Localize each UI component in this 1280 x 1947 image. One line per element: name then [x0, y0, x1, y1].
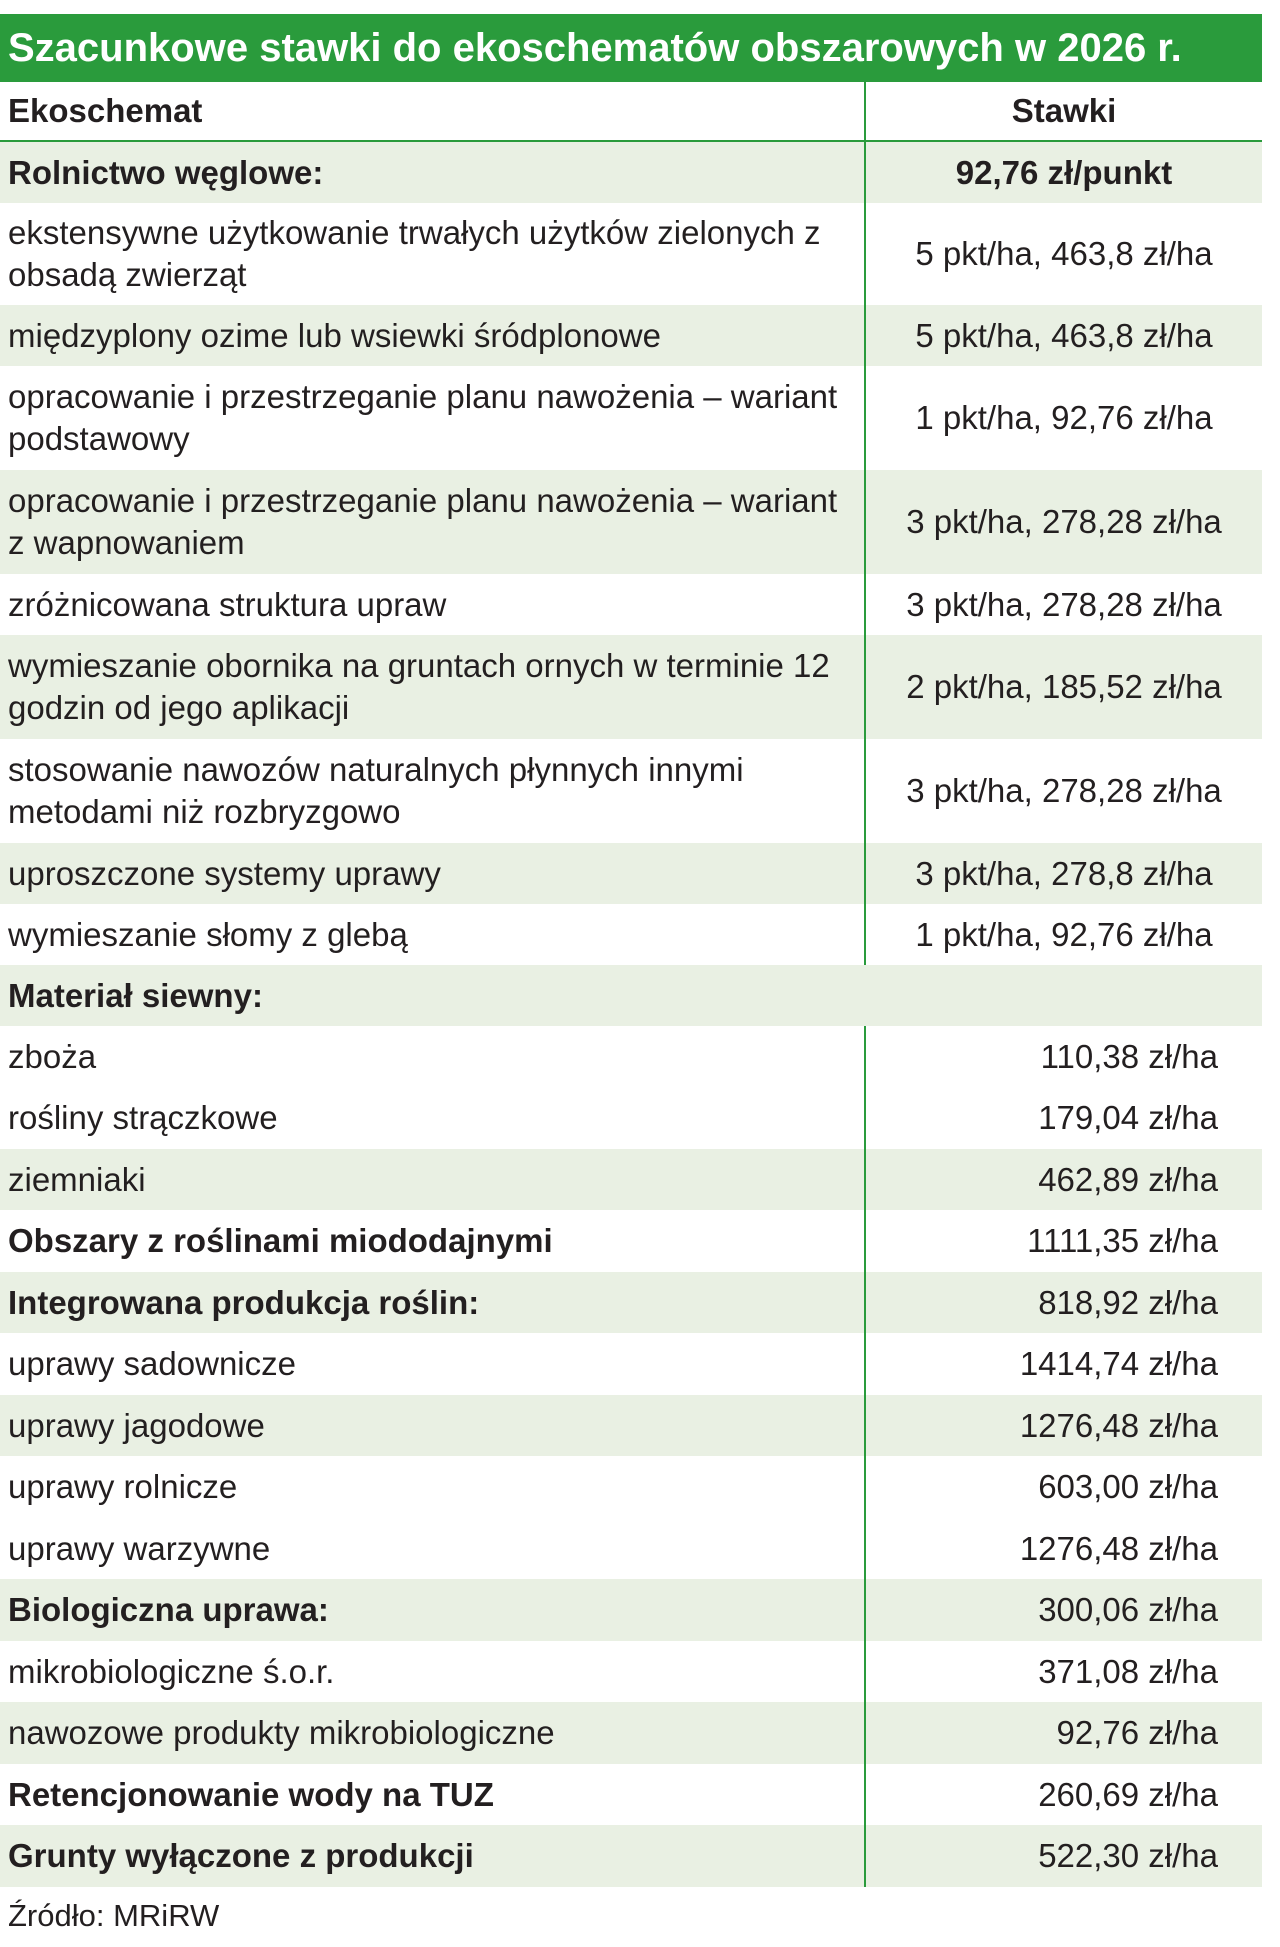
- row-name: międzyplony ozime lub wsiewki śródplonowe: [8, 316, 661, 354]
- row-rate: 260,69 zł/ha: [864, 1764, 1262, 1825]
- row-rate: 1111,35 zł/ha: [864, 1210, 1262, 1272]
- table-row: [0, 574, 1262, 635]
- row-name: zboża: [8, 1037, 97, 1075]
- table-row: [0, 305, 1262, 366]
- table-row: [0, 470, 1262, 574]
- table-row: [0, 203, 1262, 305]
- row-rate: 1276,48 zł/ha: [864, 1395, 1262, 1456]
- row-rate: 1414,74 zł/ha: [864, 1333, 1262, 1395]
- row-name: zróżnicowana struktura upraw: [8, 585, 447, 623]
- row-rate: 1276,48 zł/ha: [864, 1518, 1262, 1579]
- row-rate: 3 pkt/ha, 278,28 zł/ha: [864, 470, 1262, 574]
- row-rate: [864, 965, 1262, 1026]
- table-row: [0, 965, 1262, 1026]
- row-rate: 110,38 zł/ha: [864, 1026, 1262, 1087]
- table-row: [0, 1518, 1262, 1579]
- row-rate: 522,30 zł/ha: [864, 1825, 1262, 1887]
- row-name: Retencjonowanie wody na TUZ: [8, 1775, 494, 1813]
- row-rate: 818,92 zł/ha: [864, 1272, 1262, 1333]
- row-name: stosowanie nawozów naturalnych płynnych innymi metodami niż rozbryzgowo: [8, 751, 744, 830]
- table-row: [0, 1641, 1262, 1702]
- table-row: [0, 1825, 1262, 1887]
- table-title: Szacunkowe stawki do ekoschematów obszarowych w 2026 r.: [0, 14, 1262, 82]
- row-name: mikrobiologiczne ś.o.r.: [8, 1652, 335, 1690]
- rates-table: [0, 82, 1262, 1887]
- row-rate: 3 pkt/ha, 278,28 zł/ha: [864, 739, 1262, 843]
- row-rate: 462,89 zł/ha: [864, 1149, 1262, 1210]
- table-row: [0, 1456, 1262, 1518]
- table-row: [0, 635, 1262, 739]
- row-name: uprawy warzywne: [8, 1529, 271, 1567]
- row-name: uprawy rolnicze: [8, 1468, 238, 1505]
- row-name: Materiał siewny:: [8, 976, 263, 1014]
- row-rate: 371,08 zł/ha: [864, 1641, 1262, 1702]
- row-rate: 92,76 zł/ha: [864, 1702, 1262, 1764]
- row-name: uprawy sadownicze: [8, 1345, 296, 1382]
- row-rate: 3 pkt/ha, 278,28 zł/ha: [864, 574, 1262, 635]
- table-row: [0, 904, 1262, 965]
- row-name: opracowanie i przestrzeganie planu nawożenia – wariant podstawowy: [8, 378, 838, 457]
- row-name: Integrowana produkcja roślin:: [8, 1283, 480, 1321]
- table-header-row: [0, 82, 1262, 142]
- row-rate: 603,00 zł/ha: [864, 1456, 1262, 1518]
- row-name: ekstensywne użytkowanie trwałych użytków zielonych z obsadą zwierząt: [8, 214, 821, 293]
- row-name: rośliny strączkowe: [8, 1099, 278, 1136]
- row-rate: 3 pkt/ha, 278,8 zł/ha: [864, 843, 1262, 904]
- row-rate: 2 pkt/ha, 185,52 zł/ha: [864, 635, 1262, 739]
- table-row: [0, 843, 1262, 904]
- table-row: [0, 142, 1262, 203]
- row-rate: 300,06 zł/ha: [864, 1579, 1262, 1641]
- row-name: uproszczone systemy uprawy: [8, 854, 441, 892]
- row-name: wymieszanie obornika na gruntach ornych w terminie 12 godzin od jego aplikacji: [8, 647, 830, 726]
- header-rates: Stawki: [864, 82, 1262, 140]
- row-rate: 92,76 zł/punkt: [864, 142, 1262, 203]
- row-rate: 5 pkt/ha, 463,8 zł/ha: [864, 203, 1262, 305]
- row-rate: 1 pkt/ha, 92,76 zł/ha: [864, 366, 1262, 470]
- row-name: Biologiczna uprawa:: [8, 1591, 329, 1628]
- table-row: [0, 366, 1262, 470]
- row-name: Obszary z roślinami miododajnymi: [8, 1222, 553, 1259]
- table-row: [0, 1579, 1262, 1641]
- row-rate: 1 pkt/ha, 92,76 zł/ha: [864, 904, 1262, 965]
- table-row: [0, 1149, 1262, 1210]
- source-note: Źródło: MRiRW: [8, 1898, 220, 1933]
- table-row: [0, 1026, 1262, 1087]
- table-row: [0, 1764, 1262, 1825]
- row-name: Grunty wyłączone z produkcji: [8, 1837, 474, 1874]
- table-row: [0, 1395, 1262, 1456]
- table-row: [0, 1210, 1262, 1272]
- table-row: [0, 739, 1262, 843]
- table-row: [0, 1333, 1262, 1395]
- table-row: [0, 1702, 1262, 1764]
- row-name: Rolnictwo węglowe:: [8, 153, 324, 191]
- row-name: ziemniaki: [8, 1160, 146, 1198]
- row-name: nawozowe produkty mikrobiologiczne: [8, 1714, 555, 1751]
- table-row: [0, 1272, 1262, 1333]
- row-name: opracowanie i przestrzeganie planu nawożenia – wariant z wapnowaniem: [8, 482, 838, 561]
- row-rate: 5 pkt/ha, 463,8 zł/ha: [864, 305, 1262, 366]
- table-row: [0, 1087, 1262, 1149]
- header-ecoscheme: Ekoschemat: [8, 92, 203, 129]
- row-name: uprawy jagodowe: [8, 1406, 265, 1444]
- row-name: wymieszanie słomy z glebą: [8, 915, 408, 953]
- row-rate: 179,04 zł/ha: [864, 1087, 1262, 1149]
